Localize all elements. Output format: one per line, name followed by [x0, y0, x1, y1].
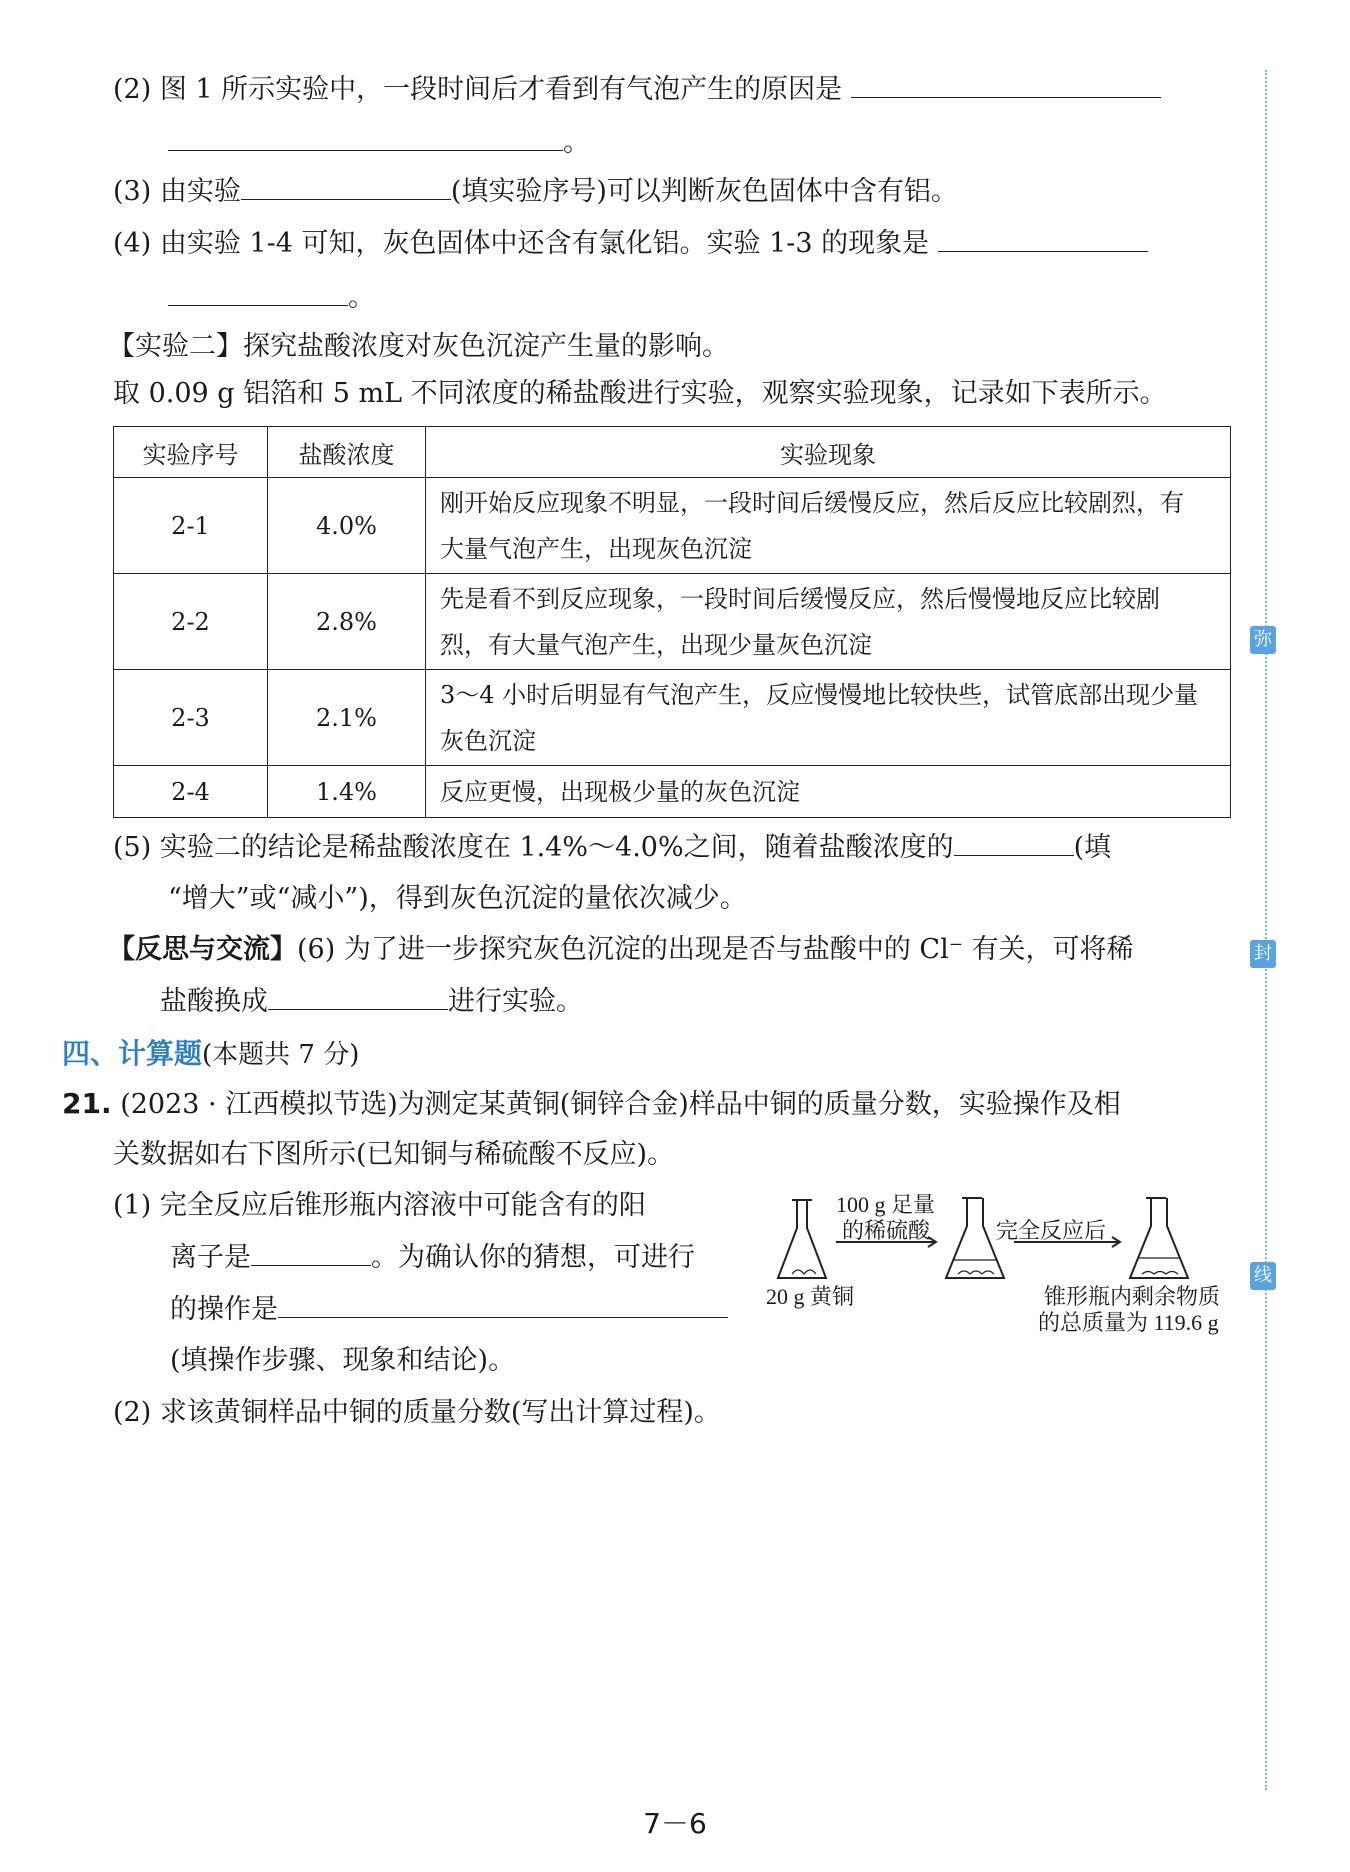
q21-part1-line4 — [170, 1343, 515, 1379]
header-id: 实验序号 — [114, 427, 268, 478]
q21-number: 21. — [62, 1087, 112, 1120]
q3-label: (3) — [113, 176, 152, 207]
q6-bracket: 【反思与交流】 — [108, 934, 297, 965]
q21-p1-line4: (填操作步骤、现象和结论)。 — [170, 1345, 516, 1376]
table-row — [114, 670, 1231, 766]
q21-line2: 关数据如右下图所示(已知铜与稀硫酸不反应)。 — [113, 1139, 675, 1170]
header-phenomenon: 实验现象 — [426, 427, 1231, 478]
experiment-2-heading — [108, 329, 729, 365]
row-concentration: 1.4% — [268, 766, 426, 818]
q6-post2: 进行实验。 — [448, 986, 583, 1017]
q5-tail: (填 — [1073, 832, 1112, 863]
page-number: 7－6 — [643, 1807, 707, 1840]
experiment-2-intro — [113, 376, 1167, 412]
question-5-cont — [168, 881, 747, 917]
question-6-cont — [160, 984, 583, 1020]
row-id: 2-2 — [114, 574, 268, 670]
table-row — [114, 766, 1231, 818]
q2-end: 。 — [563, 127, 590, 158]
question-4-cont — [168, 280, 375, 316]
question-6 — [108, 932, 1134, 968]
phenomenon-line-1: 先是看不到反应现象，一段时间后缓慢反应，然后慢慢地反应比较剧 — [440, 584, 1160, 613]
q3-post: (填实验序号)可以判断灰色固体中含有铝。 — [450, 176, 958, 207]
figure-acid-line1: 100 g 足量 — [836, 1192, 936, 1217]
exp2-title: 探究盐酸浓度对灰色沉淀产生量的影响。 — [243, 331, 729, 362]
question-4 — [113, 226, 1148, 262]
flask-1-icon — [778, 1200, 826, 1278]
q4-answer-blank-1[interactable] — [938, 227, 1148, 252]
q4-end: 。 — [348, 282, 375, 313]
section-title: 四、计算题 — [62, 1037, 203, 1070]
flask-3-icon — [1130, 1198, 1188, 1278]
row-id: 2-4 — [114, 766, 268, 818]
table-header-row — [114, 427, 1231, 478]
row-phenomenon — [426, 766, 1231, 818]
row-concentration: 2.1% — [268, 670, 426, 766]
q21-cation-blank[interactable] — [251, 1241, 371, 1266]
row-id: 2-1 — [114, 478, 268, 574]
q5-text: 实验二的结论是稀盐酸浓度在 1.4%～4.0%之间，随着盐酸浓度的 — [159, 832, 954, 863]
q21-p1-line3-pre: 的操作是 — [170, 1294, 278, 1325]
row-phenomenon — [426, 478, 1231, 574]
figure-result-line2: 的总质量为 119.6 g — [1038, 1310, 1219, 1335]
q21-p1-line2-post: 。为确认你的猜想，可进行 — [371, 1242, 695, 1273]
q4-label: (4) — [113, 228, 152, 259]
q21-p1-line1: 完全反应后锥形瓶内溶液中可能含有的阳 — [159, 1190, 646, 1221]
q5-label: (5) — [113, 832, 152, 863]
results-table — [113, 426, 1231, 818]
q4-text: 由实验 1-4 可知，灰色固体中还含有氯化铝。实验 1-3 的现象是 — [159, 228, 930, 259]
section-subtitle: (本题共 7 分) — [202, 1040, 360, 1070]
exp2-bracket: 【实验二】 — [108, 331, 243, 362]
header-concentration: 盐酸浓度 — [268, 427, 426, 478]
q3-pre: 由实验 — [159, 176, 241, 207]
q2-text: 图 1 所示实验中，一段时间后才看到有气泡产生的原因是 — [159, 74, 843, 105]
section-4-heading — [62, 1036, 359, 1073]
table-row — [114, 574, 1231, 670]
phenomenon-line-2: 大量气泡产生，出现灰色沉淀 — [440, 534, 752, 563]
figure-acid-line2: 的稀硫酸 — [842, 1218, 931, 1243]
q21-p1-line2-pre: 离子是 — [170, 1242, 251, 1273]
question-21-cont — [113, 1137, 674, 1173]
question-3 — [113, 174, 958, 210]
q21-line1: (2023 · 江西模拟节选)为测定某黄铜(铜锌合金)样品中铜的质量分数，实验操作及相 — [120, 1089, 1121, 1120]
question-5 — [113, 830, 1111, 866]
question-21 — [62, 1086, 1121, 1123]
q2-answer-blank-2[interactable] — [168, 126, 563, 151]
q3-answer-blank[interactable] — [241, 175, 451, 200]
side-tag-feng: 封 — [1250, 940, 1276, 968]
phenomenon-line-1: 刚开始反应现象不明显，一段时间后缓慢反应，然后反应比较剧烈，有 — [440, 488, 1184, 517]
q21-p2-label: (2) — [113, 1397, 152, 1428]
q21-p2-text: 求该黄铜样品中铜的质量分数(写出计算过程)。 — [159, 1397, 721, 1428]
question-2 — [113, 72, 1161, 108]
q21-operation-blank[interactable] — [278, 1293, 728, 1318]
row-phenomenon — [426, 574, 1231, 670]
q21-p1-label: (1) — [113, 1190, 152, 1221]
phenomenon-line-2: 灰色沉淀 — [440, 726, 536, 755]
row-id: 2-3 — [114, 670, 268, 766]
phenomenon-line-1: 3～4 小时后明显有气泡产生，反应慢慢地比较快些，试管底部出现少量 — [440, 680, 1199, 709]
phenomenon-line-1: 反应更慢，出现极少量的灰色沉淀 — [440, 777, 800, 806]
q6-pre2: 盐酸换成 — [160, 986, 268, 1017]
exp2-intro: 取 0.09 g 铝箔和 5 mL 不同浓度的稀盐酸进行实验，观察实验现象，记录如下表所示。 — [113, 378, 1167, 409]
side-tag-xian: 线 — [1250, 1262, 1276, 1290]
q2-label: (2) — [113, 74, 152, 105]
q21-part2 — [113, 1395, 721, 1431]
figure-reaction-label: 完全反应后 — [996, 1218, 1107, 1243]
figure-result-line1: 锥形瓶内剩余物质 — [1044, 1284, 1221, 1309]
q6-text: (6) 为了进一步探究灰色沉淀的出现是否与盐酸中的 Cl⁻ 有关，可将稀 — [297, 934, 1134, 965]
q21-part1 — [113, 1188, 646, 1224]
row-concentration: 4.0% — [268, 478, 426, 574]
q6-answer-blank[interactable] — [268, 985, 448, 1010]
q21-part1-line2 — [170, 1240, 695, 1276]
q4-answer-blank-2[interactable] — [168, 281, 348, 306]
phenomenon-line-2: 烈，有大量气泡产生，出现少量灰色沉淀 — [440, 630, 872, 659]
q5-answer-blank[interactable] — [954, 831, 1074, 856]
question-2-cont — [168, 125, 590, 161]
row-phenomenon — [426, 670, 1231, 766]
q5-line2: “增大”或“减小”)，得到灰色沉淀的量依次减少。 — [168, 883, 747, 914]
q21-part1-line3 — [170, 1292, 728, 1328]
row-concentration: 2.8% — [268, 574, 426, 670]
figure-brass-label: 20 g 黄铜 — [766, 1284, 855, 1309]
table-row — [114, 478, 1231, 574]
side-tag-mi: 弥 — [1250, 626, 1276, 654]
q2-answer-blank-1[interactable] — [851, 73, 1161, 98]
binding-dotted-line — [1265, 70, 1267, 1790]
